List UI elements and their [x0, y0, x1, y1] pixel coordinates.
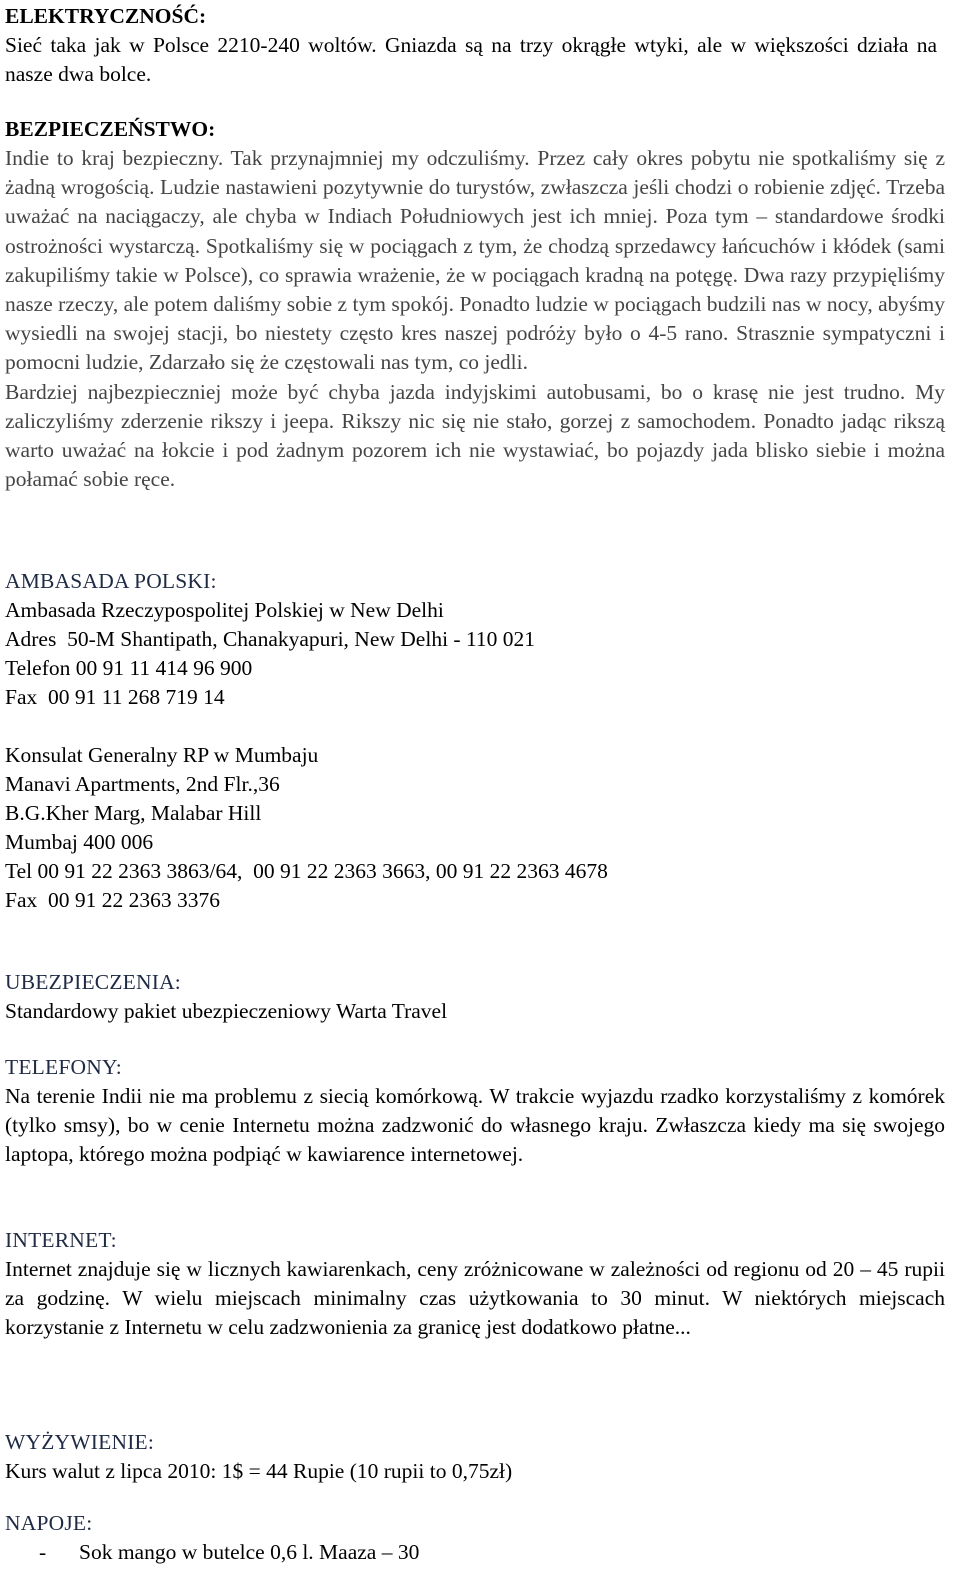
heading-ambasada: AMBASADA POLSKI:	[5, 569, 217, 593]
paragraph-ubezpieczenia: Standardowy pakiet ubezpieczeniowy Warta Travel	[5, 999, 448, 1023]
address-line: Telefon 00 91 11 414 96 900	[5, 656, 253, 680]
consulate-address	[5, 741, 945, 915]
heading-elektrycznosc: ELEKTRYCZNOŚĆ:	[5, 4, 207, 28]
section-bezpieczenstwo	[5, 115, 945, 494]
embassy-address	[5, 596, 945, 712]
heading-bezpieczenstwo: BEZPIECZEŃSTWO:	[5, 117, 216, 141]
section-telefony	[5, 1053, 945, 1169]
paragraph-bezpieczenstwo-2: Bardziej najbezpieczniej może być chyba jazda indyjskimi autobusami, bo o krasę nie jest trudno. My zaliczyliśmy zderzenie rikszy i jeepa. Rikszy nic się nie stało, gorzej z samochodem. Ponadto jadąc rikszą warto uważać na łokcie i pod żadnym pozorem ich nie wystawiać, bo pojazdy jada blisko siebie i można połamać sobie ręce.	[5, 379, 945, 492]
address-line: Ambasada Rzeczypospolitej Polskiej w New Delhi	[5, 598, 444, 622]
paragraph-telefony: Na terenie Indii nie ma problemu z siecią komórkową. W trakcie wyjazdu rzadko korzystaliśmy z komórek (tylko smsy), bo w cenie Internetu można zadzwonić do własnego kraju. Zwłaszcza kiedy ma się swojego laptopa, którego można podpiąć w kawiarence internetowej.	[5, 1084, 945, 1166]
heading-wyzywienie: WYŻYWIENIE:	[5, 1430, 155, 1454]
address-line: Manavi Apartments, 2nd Flr.,36	[5, 772, 280, 796]
section-napoje	[5, 1509, 945, 1567]
paragraph-elektrycznosc: Sieć taka jak w Polsce 2210-240 woltów. Gniazda są na trzy okrągłe wtyki, ale w większości działa na nasze dwa bolce.	[5, 33, 937, 87]
address-line: B.G.Kher Marg, Malabar Hill	[5, 801, 262, 825]
section-internet	[5, 1226, 945, 1342]
section-ubezpieczenia	[5, 968, 945, 1026]
paragraph-wyzywienie: Kurs walut z lipca 2010: 1$ = 44 Rupie (10 rupii to 0,75zł)	[5, 1459, 513, 1483]
heading-telefony: TELEFONY:	[5, 1055, 122, 1079]
section-wyzywienie	[5, 1428, 945, 1486]
address-line: Fax 00 91 22 2363 3376	[5, 888, 220, 912]
heading-ubezpieczenia: UBEZPIECZENIA:	[5, 970, 181, 994]
address-line: Mumbaj 400 006	[5, 830, 154, 854]
heading-napoje: NAPOJE:	[5, 1511, 93, 1535]
bullet-marker: -	[39, 1540, 47, 1564]
address-line: Tel 00 91 22 2363 3863/64, 00 91 22 2363 3663, 00 91 22 2363 4678	[5, 859, 608, 883]
address-line: Fax 00 91 11 268 719 14	[5, 685, 225, 709]
list-item	[5, 1538, 945, 1567]
paragraph-internet: Internet znajduje się w licznych kawiarenkach, ceny zróżnicowane w zależności od regionu od 20 – 45 rupii za godzinę. W wielu miejscach minimalny czas użytkowania to 30 minut. W niektórych miejscach korzystanie z Internetu w celu zadzwonienia za granicę jest dodatkowo płatne...	[5, 1257, 945, 1339]
section-ambasada	[5, 567, 945, 915]
spacer	[5, 712, 945, 741]
list-item-text: Sok mango w butelce 0,6 l. Maaza – 30	[79, 1540, 420, 1564]
heading-internet: INTERNET:	[5, 1228, 117, 1252]
section-elektrycznosc	[5, 2, 945, 89]
address-line: Konsulat Generalny RP w Mumbaju	[5, 743, 319, 767]
address-line: Adres 50-M Shantipath, Chanakyapuri, New Delhi - 110 021	[5, 627, 536, 651]
paragraph-bezpieczenstwo-1: Indie to kraj bezpieczny. Tak przynajmniej my odczuliśmy. Przez cały okres pobytu nie spotkaliśmy się z żadną wrogością. Ludzie nastawieni pozytywnie do turystów, zwłaszcza jeśli chodzi o robienie zdjęć. Trzeba uważać na naciągaczy, ale chyba w Indiach Południowych jest ich mniej. Poza tym – standardowe środki ostrożności wystarczą. Spotkaliśmy się w pociągach z tym, że chodzą sprzedawcy łańcuchów i kłódek (sami zakupiliśmy takie w Polsce), co sprawia wrażenie, że w pociągach kradną na potęgę. Dwa razy przypięliśmy nasze rzeczy, ale potem daliśmy sobie z tym spokój. Ponadto ludzie w pociągach budzili nas w nocy, abyśmy wysiedli na swojej stacji, bo niestety często kres naszej podróży było o 4-5 rano. Strasznie sympatyczni i pomocni ludzie, Zdarzało się że częstowali nas tym, co jedli.	[5, 146, 945, 375]
